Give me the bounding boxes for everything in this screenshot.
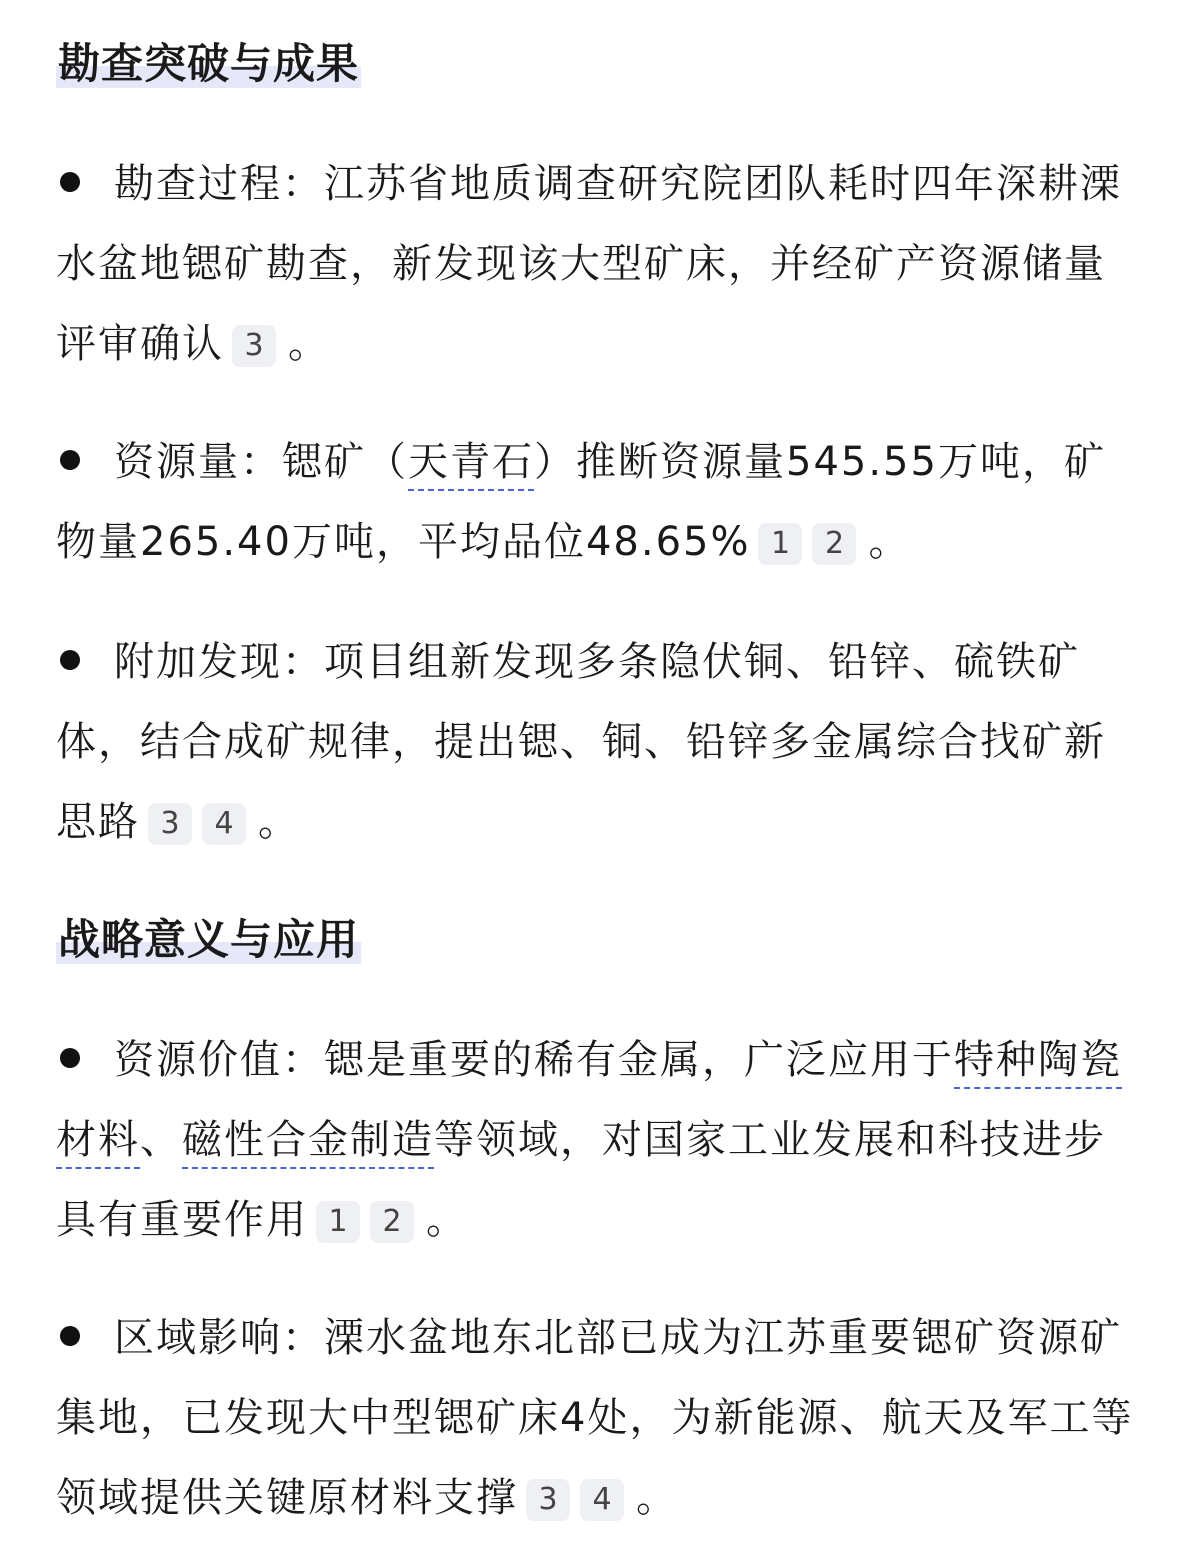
citation-badge[interactable]: 2: [370, 1201, 414, 1243]
bullet-text: 溧水盆地东北部已成为江苏重要锶矿资源矿集地，已发现大中型锶矿床4处，为新能源、航天及军工等领域提供关键原材料支撑: [56, 1315, 1134, 1521]
citation-badge[interactable]: 1: [316, 1201, 360, 1243]
bullet-dot-icon: [60, 172, 80, 192]
sentence-end: 。: [636, 1475, 678, 1521]
bullet-dot-icon: [60, 650, 80, 670]
bullet-dot-icon: [60, 450, 80, 470]
section-heading: 勘查突破与成果: [58, 39, 360, 88]
bullet-label: 区域影响：: [114, 1315, 324, 1361]
bullet-text: 锶矿（: [282, 439, 408, 485]
citation-badge[interactable]: 3: [526, 1479, 570, 1521]
bullet-label: 资源量：: [114, 439, 282, 485]
bullet-label: 勘查过程：: [114, 161, 324, 207]
bullet-item: [56, 422, 1146, 582]
bullet-item: [56, 144, 1146, 384]
bullet-item: [56, 622, 1146, 862]
bullet-label: 附加发现：: [114, 639, 324, 685]
bullet-text: 、: [140, 1117, 182, 1163]
bullet-text: 等领域，对国家工业发展和科技进步具有重要作用: [56, 1117, 1106, 1243]
sentence-end: 。: [868, 519, 911, 565]
bullet-item: [56, 1020, 1146, 1260]
citation-badge[interactable]: 3: [232, 325, 276, 367]
bullet-item: [56, 1298, 1146, 1538]
bullet-text: 锶是重要的稀有金属，广泛应用于: [324, 1037, 954, 1083]
bullet-text: ）推断资源量545.55万吨，矿物量265.40万吨，平均品位48.65%: [56, 439, 1106, 565]
sentence-end: 。: [426, 1197, 468, 1243]
bullet-text: 项目组新发现多条隐伏铜、铅锌、硫铁矿体，结合成矿规律，提出锶、铜、铅锌多金属综合找矿新思路: [56, 639, 1106, 845]
citation-badge[interactable]: 4: [202, 803, 246, 845]
term-link[interactable]: 天青石: [408, 439, 534, 485]
citation-badge[interactable]: 3: [148, 803, 192, 845]
bullet-dot-icon: [60, 1048, 80, 1068]
citation-badge[interactable]: 2: [812, 523, 856, 565]
bullet-label: 资源价值：: [114, 1037, 324, 1083]
sentence-end: 。: [288, 321, 330, 367]
bullet-text: 江苏省地质调查研究院团队耗时四年深耕溧水盆地锶矿勘查，新发现该大型矿床，并经矿产资源储量评审确认: [56, 161, 1122, 367]
bullet-dot-icon: [60, 1326, 80, 1346]
term-link[interactable]: 磁性合金制造: [182, 1117, 434, 1163]
citation-badge[interactable]: 1: [758, 523, 802, 565]
section-heading: 战略意义与应用: [58, 915, 360, 964]
sentence-end: 。: [258, 799, 300, 845]
citation-badge[interactable]: 4: [580, 1479, 624, 1521]
term-link[interactable]: 特种陶瓷材料: [56, 1037, 1122, 1163]
